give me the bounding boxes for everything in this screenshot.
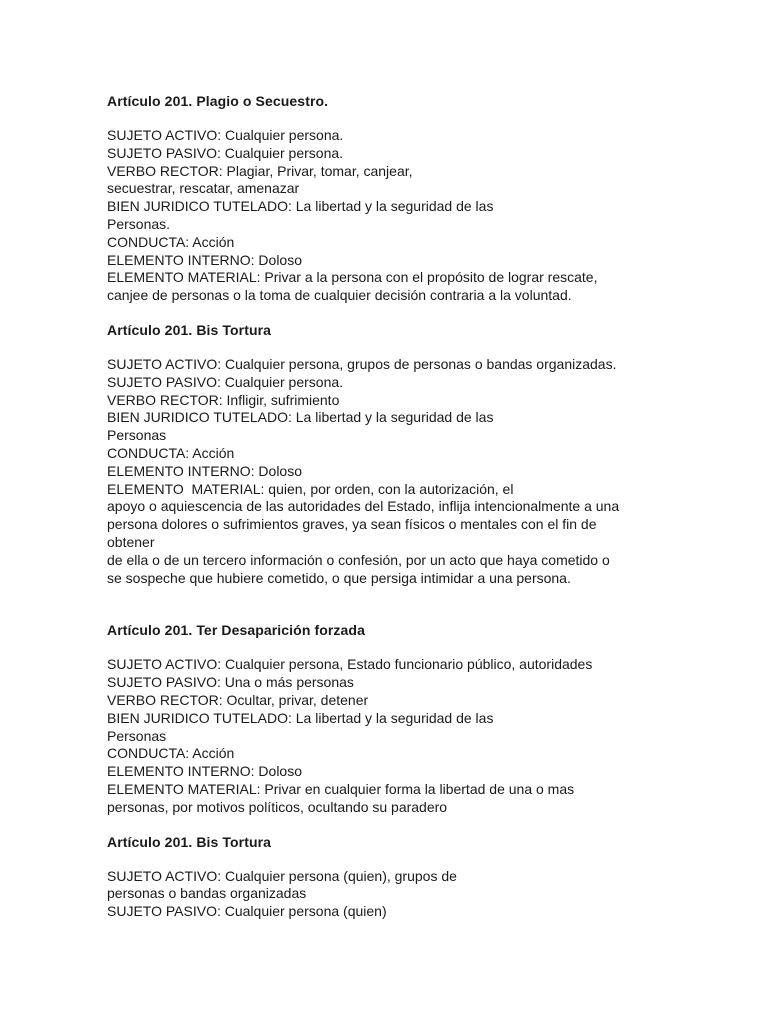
text-line: Personas (107, 427, 167, 444)
text-line: SUJETO ACTIVO: Cualquier persona, Estado funcionario público, autoridades (107, 656, 593, 673)
section-body (107, 656, 747, 816)
text-line: obtener (107, 533, 155, 550)
text-line: ELEMENTO INTERNO: Doloso (107, 462, 303, 479)
text-line: ELEMENTO INTERNO: Doloso (107, 763, 303, 780)
text-line: ELEMENTO MATERIAL: quien, por orden, con la autorización, el (107, 480, 514, 497)
article-201-ter-desaparicion-forzada (107, 621, 747, 816)
section-title: Artículo 201. Plagio o Secuestro. (107, 93, 329, 109)
text-line: BIEN JURIDICO TUTELADO: La libertad y la seguridad de las (107, 198, 494, 215)
text-line: ELEMENTO MATERIAL: Privar a la persona con el propósito de lograr rescate, (107, 269, 598, 286)
section-body (107, 356, 747, 587)
text-line: SUJETO PASIVO: Cualquier persona (quien) (107, 903, 387, 920)
text-line: SUJETO ACTIVO: Cualquier persona, grupos de personas o bandas organizadas. (107, 355, 617, 372)
text-line: Personas (107, 727, 167, 744)
text-line: CONDUCTA: Acción (107, 233, 235, 250)
text-line: personas o bandas organizadas (107, 885, 307, 902)
text-line: VERBO RECTOR: Plagiar, Privar, tomar, canjear, (107, 162, 413, 179)
section-title: Artículo 201. Bis Tortura (107, 321, 272, 338)
text-line: SUJETO PASIVO: Una o más personas (107, 674, 354, 691)
text-line: Personas. (107, 215, 171, 232)
text-line: secuestrar, rescatar, amenazar (107, 180, 300, 197)
text-line: CONDUCTA: Acción (107, 745, 235, 762)
text-line: apoyo o aquiescencia de las autoridades del Estado, inflija intencionalmente a una (107, 498, 620, 515)
text-line: ELEMENTO MATERIAL: Privar en cualquier forma la libertad de una o mas (107, 780, 575, 797)
section-title: Artículo 201. Ter Desaparición forzada (107, 622, 365, 639)
article-201-bis-tortura (107, 321, 747, 587)
section-body (107, 127, 747, 305)
article-201-bis-tortura-2 (107, 833, 747, 921)
article-201-plagio-secuestro (107, 92, 747, 305)
text-line: canjee de personas o la toma de cualquier decisión contraria a la voluntad. (107, 287, 572, 304)
document-page (107, 92, 747, 921)
section-title: Artículo 201. Bis Tortura (107, 833, 272, 850)
text-line: persona dolores o sufrimientos graves, ya sean físicos o mentales con el fin de (107, 516, 597, 533)
text-line: VERBO RECTOR: Infligir, sufrimiento (107, 391, 340, 408)
text-line: CONDUCTA: Acción (107, 444, 235, 461)
text-line: de ella o de un tercero información o confesión, por un acto que haya cometido o (107, 551, 610, 568)
text-line: SUJETO ACTIVO: Cualquier persona. (107, 127, 344, 143)
text-line: personas, por motivos políticos, ocultando su paradero (107, 798, 448, 815)
text-line: SUJETO ACTIVO: Cualquier persona (quien), grupos de (107, 867, 457, 884)
text-line: BIEN JURIDICO TUTELADO: La libertad y la seguridad de las (107, 709, 494, 726)
text-line: ELEMENTO INTERNO: Doloso (107, 251, 303, 268)
text-line: VERBO RECTOR: Ocultar, privar, detener (107, 691, 369, 708)
text-line: SUJETO PASIVO: Cualquier persona. (107, 373, 344, 390)
section-body (107, 868, 747, 921)
text-line: SUJETO PASIVO: Cualquier persona. (107, 144, 344, 161)
text-line: BIEN JURIDICO TUTELADO: La libertad y la seguridad de las (107, 409, 494, 426)
text-line: se sospeche que hubiere cometido, o que persiga intimidar a una persona. (107, 569, 571, 586)
